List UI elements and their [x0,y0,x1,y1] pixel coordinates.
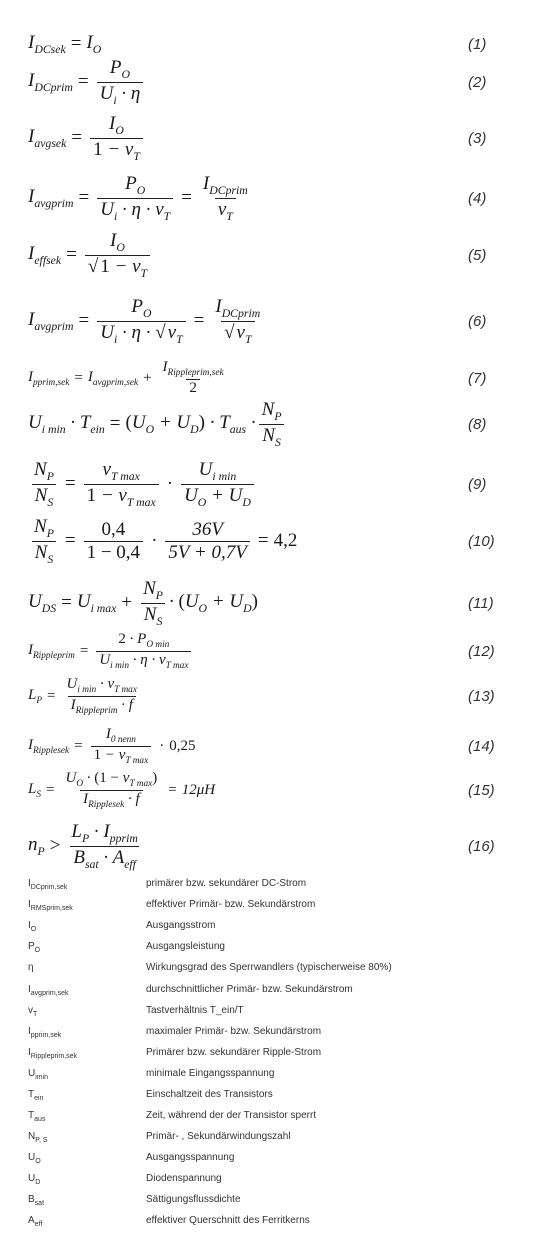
legend-row [28,1173,528,1191]
equation-10: $\frac{N_P}{N_S}$ = $\frac{0,4}{1 - 0,4}$ · $\frac{36V}{5V + 0,7V}$ = 4,2 (10) [28,515,468,567]
equation-2: $I_{DCprim}$ = $\frac{P_O}{U_i \cdot \eta}$ (2) [28,57,487,107]
equation-number: (12) [468,642,495,660]
legend-row [28,1068,528,1086]
eq10-b: 1 − 0,4 [84,541,143,564]
equation-7: $I_{pprim,sek}$ = $I_{avgprim,sek}$ + $\frac{I_{Rippleprim,sek}}{2}$ (7) [28,359,487,396]
legend-symbol: $B_{sat}$ [28,1194,45,1207]
legend-symbol: $P_O$ [28,941,41,954]
legend-row [28,1089,528,1107]
legend-row [28,1026,528,1044]
legend-symbol: $I_O$ [28,920,37,933]
legend-symbol: $T_{ein}$ [28,1089,44,1102]
legend-symbol: $I_{Rippleprim,sek}$ [28,1047,78,1060]
equation-number: (6) [468,312,487,330]
legend-description: primärer bzw. sekundärer DC-Strom [146,878,307,889]
equation-number: (7) [468,369,487,387]
equation-number: (13) [468,687,495,705]
legend-symbol: $I_{pprim,sek}$ [28,1026,62,1039]
legend-row [28,941,528,959]
legend-symbol: $U_D$ [28,1173,41,1186]
legend-symbol: $I_{avgprim,sek}$ [28,984,69,997]
legend-description: minimale Eingangsspannung [146,1068,275,1079]
legend-row [28,899,528,917]
eq15-result: 12μH [181,781,216,798]
eq10-a: 0,4 [101,518,126,540]
legend-symbol: $v_T$ [28,1005,38,1018]
equation-number: (14) [468,737,495,755]
equation-9: $\frac{N_P}{N_S}$ = $\frac{v_{T max}}{1 - v_{T max}}$ · $\frac{U_{i min}}{U_O + U_D}$ (9) [28,458,468,510]
legend-symbol: $T_{aus}$ [28,1110,46,1123]
equation-number: (1) [468,35,487,53]
legend-description: Wirkungsgrad des Sperrwandlers (typischerweise 80%) [146,962,392,973]
eq10-d: 5V + 0,7V [165,541,249,564]
equation-number: (10) [468,532,495,550]
legend-symbol: $I_{DCprim,sek}$ [28,878,68,891]
legend-row [28,1215,528,1233]
legend-row [28,1110,528,1128]
equation-number: (2) [468,73,487,91]
eq10-result: 4,2 [273,530,298,551]
eq14-factor: 0,25 [169,737,196,754]
legend-description: Tastverhältnis T_ein/T [146,1005,244,1016]
equation-6: $I_{avgprim}$ = $\frac{P_O}{U_i \cdot \eta \cdot √ v_T}$ = $\frac{I_{DCprim}}{√ v_T}$ (6) [28,296,487,346]
legend-description: Zeit, während der der Transistor sperrt [146,1110,317,1121]
legend-row [28,878,528,896]
equation-number: (5) [468,246,487,264]
equation-3: $I_{avgsek}$ = $\frac{I_O}{1 - v_T}$ (3) [28,113,487,163]
legend-row [28,1152,528,1170]
equation-number: (15) [468,781,495,799]
legend-row [28,962,528,980]
legend-description: Primärer bzw. sekundärer Ripple-Strom [146,1047,322,1058]
legend-symbol: $U_{imin}$ [28,1068,49,1081]
equation-15: $L_S$ = $\frac{U_O \cdot (1 - v_{T max})}{I_{Ripplesek} \cdot f}$ = 12μH (15) [28,769,495,810]
equation-number: (9) [468,475,487,493]
legend-description: Ausgangsspannung [146,1152,235,1163]
legend-row [28,920,528,938]
legend-description: effektiver Primär- bzw. Sekundärstrom [146,899,316,910]
legend-row [28,1131,528,1149]
eq10-c: 36V [192,518,223,540]
equation-13: $L_P$ = $\frac{U_{i min} \cdot v_{T max}}{I_{Rippleprim} \cdot f}$ (13) [28,675,495,716]
legend-row [28,1047,528,1065]
equation-4: $I_{avgprim}$ = $\frac{P_O}{U_i \cdot \eta \cdot v_T}$ = $\frac{I_{DCprim}}{v_T}$ (4) [28,173,487,223]
equation-number: (8) [468,415,487,433]
equation-8: $U_{i min} \cdot T_{ein}$ = $(U_O + U_D) \cdot T_{aus}$ · $\frac{N_P}{N_S}$ (8) [28,399,487,449]
legend-description: Sättigungsflussdichte [146,1194,241,1205]
legend-description: Diodenspannung [146,1173,222,1184]
equation-14: $I_{Ripplesek}$ = $\frac{I_{0 nenn}}{1 - v_{T max}}$ · 0,25 (14) [28,725,495,766]
legend-description: Ausgangsstrom [146,920,216,931]
legend-symbol: $N_{P, S}$ [28,1131,48,1144]
legend-symbol: $U_O$ [28,1152,41,1165]
equation-number: (11) [468,594,494,612]
equation-number: (4) [468,189,487,207]
equation-5: $I_{effsek}$ = $\frac{I_O}{√ 1 - v_T}$ (5) [28,230,487,280]
legend-description: effektiver Querschnitt des Ferritkerns [146,1215,310,1226]
legend-description: durchschnittlicher Primär- bzw. Sekundärstrom [146,984,353,995]
legend-row [28,1005,528,1023]
legend-symbol: $A_{eff}$ [28,1215,43,1228]
equation-12: $I_{Rippleprim}$ = $\frac{2 \cdot P_{O min}}{U_{i min} \cdot \eta \cdot v_{T max}}$ (12) [28,630,495,671]
equation-1: $I_{DCsek}$ = $I_O$ (1) [28,31,487,56]
equation-number: (16) [468,837,495,855]
legend-symbol: η [28,962,34,973]
legend-description: Primär- , Sekundärwindungszahl [146,1131,291,1142]
equation-11: $U_{DS}$ = $U_{i max}$ + $\frac{N_P}{N_S}$ · $(U_O + U_D)$ (11) [28,578,494,628]
legend-description: maximaler Primär- bzw. Sekundärstrom [146,1026,322,1037]
legend-description: Einschaltzeit des Transistors [146,1089,273,1100]
equation-16: $n_P$ > $\frac{L_P \cdot I_{pprim}}{B_{sat} \cdot A_{eff}}$ (16) [28,821,495,871]
legend-symbol: $I_{RMSprim,sek}$ [28,899,73,912]
legend-row [28,1194,528,1212]
legend-description: Ausgangsleistung [146,941,225,952]
equation-number: (3) [468,129,487,147]
legend-row [28,984,528,1002]
